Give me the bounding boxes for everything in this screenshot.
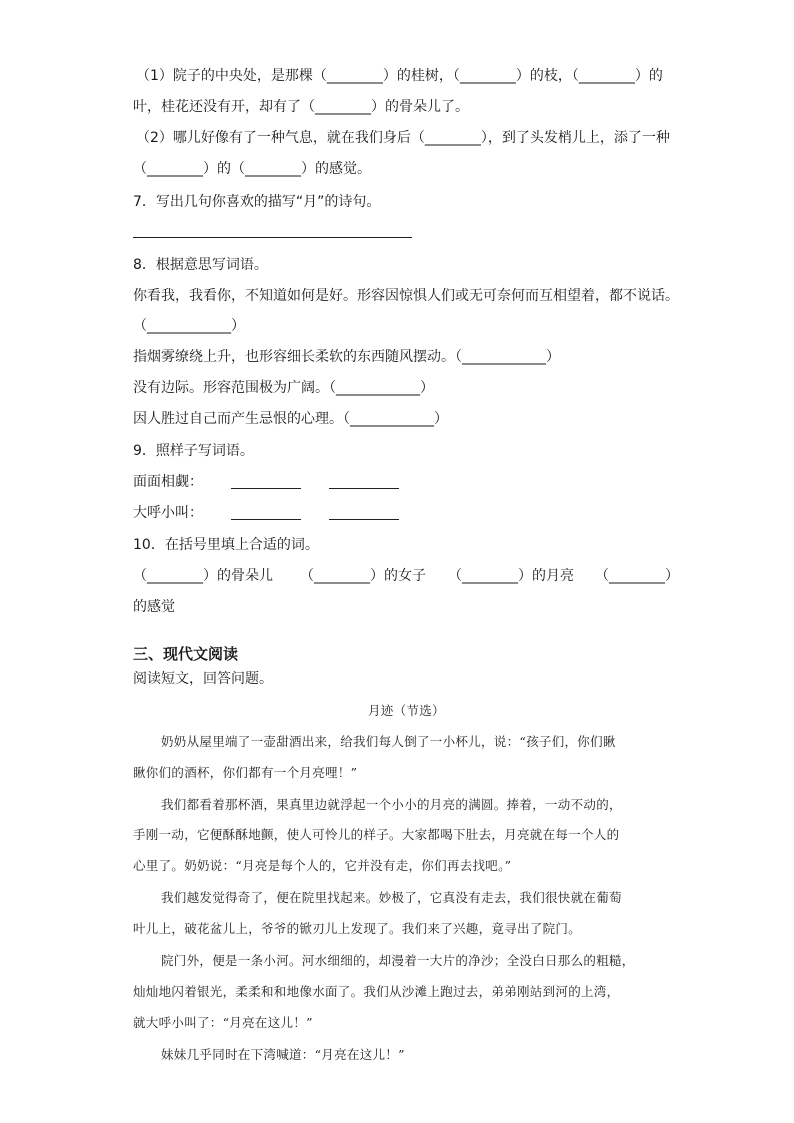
q9-blank-1b[interactable] [329,488,399,489]
q7-answer-line[interactable] [133,237,412,238]
section-3-heading: 三、现代文阅读 [133,645,239,663]
q10-item-3: （________）的月亮 [448,568,574,584]
passage-title: 月迹（节选） [368,703,445,718]
q10-item-5: 的感觉 [133,599,175,615]
q9-blank-2a[interactable] [231,519,301,520]
q10-item-4: （________） [595,568,679,584]
passage-p2-line-1: 我们都看着那杯酒，果真里边就浮起一个小小的月亮的满圆。捧着，一动不动的， [161,797,622,812]
q8-item-1: 你看我，我看你，不知道如何是好。形容因惊惧人们或无可奈何而互相望着，都不说话。 [133,288,679,304]
q8-prompt: 8．根据意思写词语。 [133,257,268,273]
passage-p3-line-2: 叶儿上，破花盆儿上，爷爷的锨刃儿上发现了。我们来了兴趣，竟寻出了院门。 [133,921,582,936]
passage-p2-line-3: 心里了。奶奶说：“月亮是每个人的，它并没有走，你们再去找吧。” [133,858,512,873]
passage-p4-line-2: 灿灿地闪着银光，柔柔和和地像水面了。我们从沙滩上跑过去，弟弟刚站到河的上湾， [133,984,620,999]
q10-item-1: （________）的骨朵儿 [133,568,273,584]
q9-prompt: 9．照样子写词语。 [133,443,254,459]
q6-line-2: 叶，桂花还没有开，却有了（________）的骨朵儿了。 [133,99,469,115]
q6-line-1: （1）院子的中央处，是那棵（________）的桂树，（________）的枝，（________）的 [136,68,663,84]
q8-item-3: 没有边际。形容范围极为广阔。（____________） [133,380,434,396]
q7-prompt: 7．写出几句你喜欢的描写“月”的诗句。 [133,194,381,210]
q10-item-2: （________）的女子 [300,568,426,584]
q9-blank-1a[interactable] [231,488,301,489]
passage-p3-line-1: 我们越发觉得奇了，便在院里找起来。妙极了，它真没有走去，我们很快就在葡萄 [161,890,622,905]
passage-p4-line-1: 院门外，便是一条小河。河水细细的，却漫着一大片的净沙；全没白日那么的粗糙， [161,953,635,968]
q9-example-2: 大呼小叫： [133,505,203,521]
q6-line-3: （2）哪儿好像有了一种气息，就在我们身后（________），到了头发梢儿上，添了一种 [136,130,670,146]
passage-p1-line-2: 瞅你们的酒杯，你们都有一个月亮哩！” [133,765,358,780]
passage-p4-line-3: 就大呼小叫了：“月亮在这儿！” [133,1015,313,1030]
passage-p1-line-1: 奶奶从屋里端了一壶甜酒出来，给我们每人倒了一小杯儿，说：“孩子们，你们瞅 [161,734,616,749]
q8-item-4: 因人胜过自己而产生忌恨的心理。（____________） [133,411,448,427]
q8-item-1-blank[interactable]: （____________） [133,318,245,334]
section-3-instruction: 阅读短文，回答问题。 [133,671,273,687]
q9-blank-2b[interactable] [329,519,399,520]
q9-example-1: 面面相觑： [133,474,203,490]
q8-item-2: 指烟雾缭绕上升，也形容细长柔软的东西随风摆动。（____________） [133,349,560,365]
q6-line-4: （________）的（________）的感觉。 [133,161,371,177]
passage-p5-line-1: 妹妹几乎同时在下湾喊道：“月亮在这儿！” [161,1047,405,1062]
q10-prompt: 10．在括号里填上合适的词。 [133,537,319,553]
passage-p2-line-2: 手刚一动，它便酥酥地颤，使人可怜儿的样子。大家都喝下肚去，月亮就在每一个人的 [133,827,620,842]
